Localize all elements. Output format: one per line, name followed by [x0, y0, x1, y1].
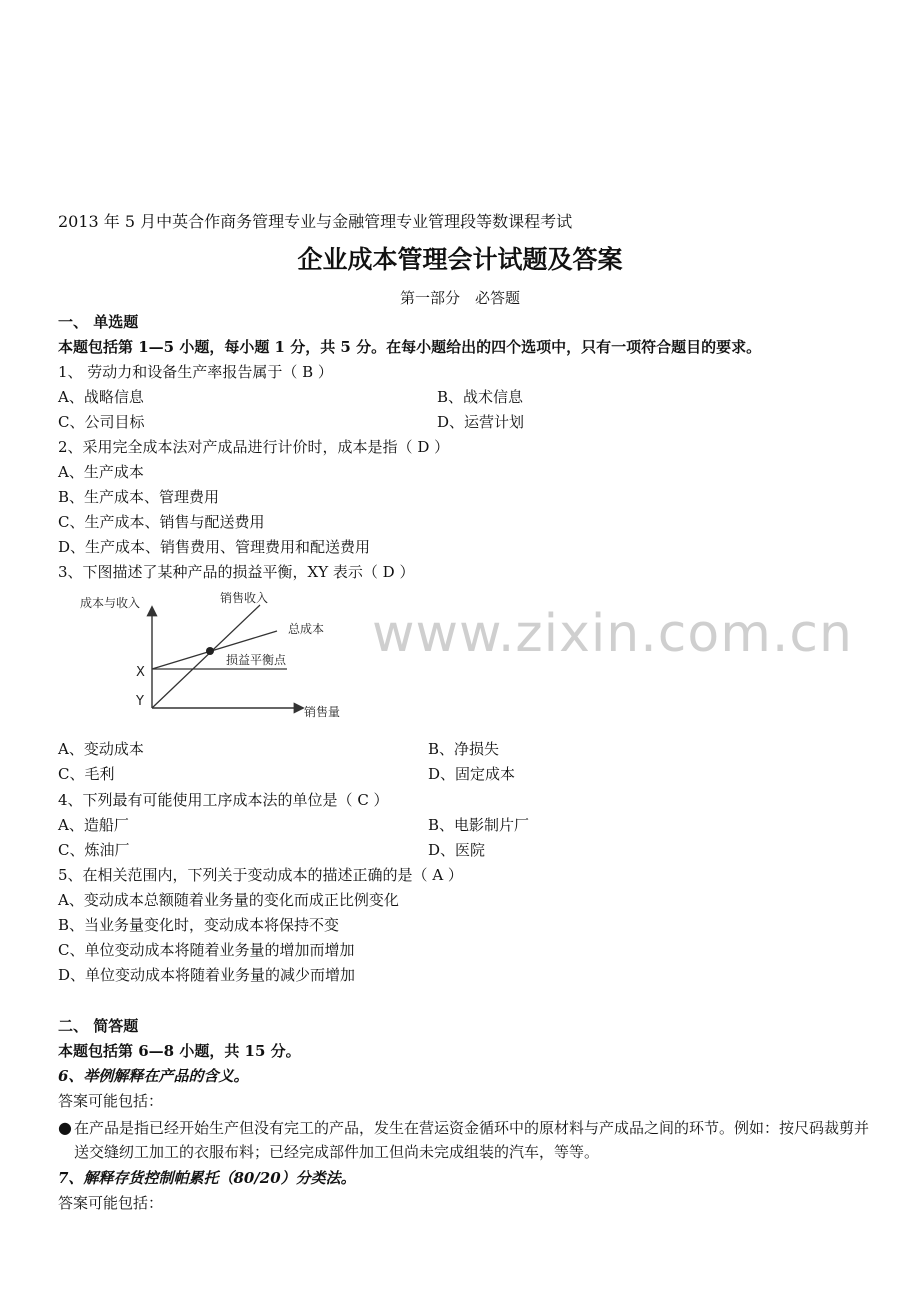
q1-stem: 1、 劳动力和设备生产率报告属于（ B ）	[58, 363, 333, 381]
breakeven-point	[206, 647, 214, 655]
q5-option-a: A、变动成本总额随着业务量的变化而成正比例变化	[58, 891, 399, 909]
q3-stem: 3、下图描述了某种产品的损益平衡，XY 表示（ D ）	[58, 563, 415, 581]
section1-instructions: 本题包括第 1—5 小题，每小题 1 分，共 5 分。在每小题给出的四个选项中，只有一项符合题目的要求。	[58, 338, 762, 356]
breakeven-label: 损益平衡点	[226, 653, 287, 667]
q6-answer-text: 在产品是指已经开始生产但没有完工的产品，发生在营运资金循环中的原材料与产成品之间的环节。例如：按尺码裁剪并送交缝纫工加工的衣服布料；已经完成部件加工但尚未完成组装的汽车，等等。	[74, 1119, 870, 1161]
bullet-icon: ●	[58, 1118, 72, 1137]
point-y-label: Y	[136, 694, 144, 709]
y-axis-label: 成本与收入	[80, 596, 141, 610]
q3-option-c: C、毛利	[58, 765, 115, 783]
q5-option-c: C、单位变动成本将随着业务量的增加而增加	[58, 941, 355, 959]
q2-option-a: A、生产成本	[58, 463, 144, 481]
part-title: 第一部分 必答题	[399, 289, 520, 307]
q1-option-c: C、公司目标	[58, 413, 145, 431]
q2-option-b: B、生产成本、管理费用	[58, 488, 220, 506]
q6-question: 6、举例解释在产品的含义。	[58, 1067, 249, 1085]
q4-option-b: B、电影制片厂	[428, 816, 530, 834]
section1-heading: 一、 单选题	[58, 313, 139, 331]
q4-option-a: A、造船厂	[58, 816, 129, 834]
watermark: www.zixin.com.cn	[372, 604, 853, 664]
section2-instructions: 本题包括第 6—8 小题，共 15 分。	[58, 1042, 301, 1060]
exam-header-line: 2013 年 5 月中英合作商务管理专业与金融管理专业管理段等数课程考试	[58, 212, 573, 231]
section2-heading: 二、 简答题	[58, 1017, 139, 1035]
q5-option-d: D、单位变动成本将随着业务量的减少而增加	[58, 966, 356, 984]
x-axis-label: 销售量	[304, 705, 341, 719]
q2-option-d: D、生产成本、销售费用、管理费用和配送费用	[58, 538, 371, 556]
point-x-label: X	[136, 665, 145, 680]
q3-option-a: A、变动成本	[58, 740, 144, 758]
q6-answer-intro: 答案可能包括：	[58, 1092, 164, 1110]
q3-option-b: B、净损失	[428, 740, 500, 758]
q1-option-a: A、战略信息	[58, 388, 144, 406]
q1-option-b: B、战术信息	[437, 388, 524, 406]
q5-stem: 5、在相关范围内，下列关于变动成本的描述正确的是（ A ）	[58, 866, 463, 884]
document-title: 企业成本管理会计试题及答案	[297, 245, 623, 274]
breakeven-diagram	[72, 588, 402, 728]
q1-option-d: D、运营计划	[437, 413, 525, 431]
q5-option-b: B、当业务量变化时，变动成本将保持不变	[58, 916, 340, 934]
q4-stem: 4、下列最有可能使用工序成本法的单位是（ C ）	[58, 791, 389, 809]
q4-option-d: D、医院	[428, 841, 486, 859]
q2-stem: 2、采用完全成本法对产成品进行计价时，成本是指（ D ）	[58, 438, 450, 456]
q7-answer-intro: 答案可能包括：	[58, 1194, 164, 1212]
total-cost-label: 总成本	[288, 622, 325, 636]
q3-option-d: D、固定成本	[428, 765, 516, 783]
sales-revenue-label: 销售收入	[220, 591, 269, 605]
q4-option-c: C、炼油厂	[58, 841, 130, 859]
q7-question: 7、解释存货控制帕累托（80/20）分类法。	[58, 1169, 356, 1187]
q2-option-c: C、生产成本、销售与配送费用	[58, 513, 265, 531]
